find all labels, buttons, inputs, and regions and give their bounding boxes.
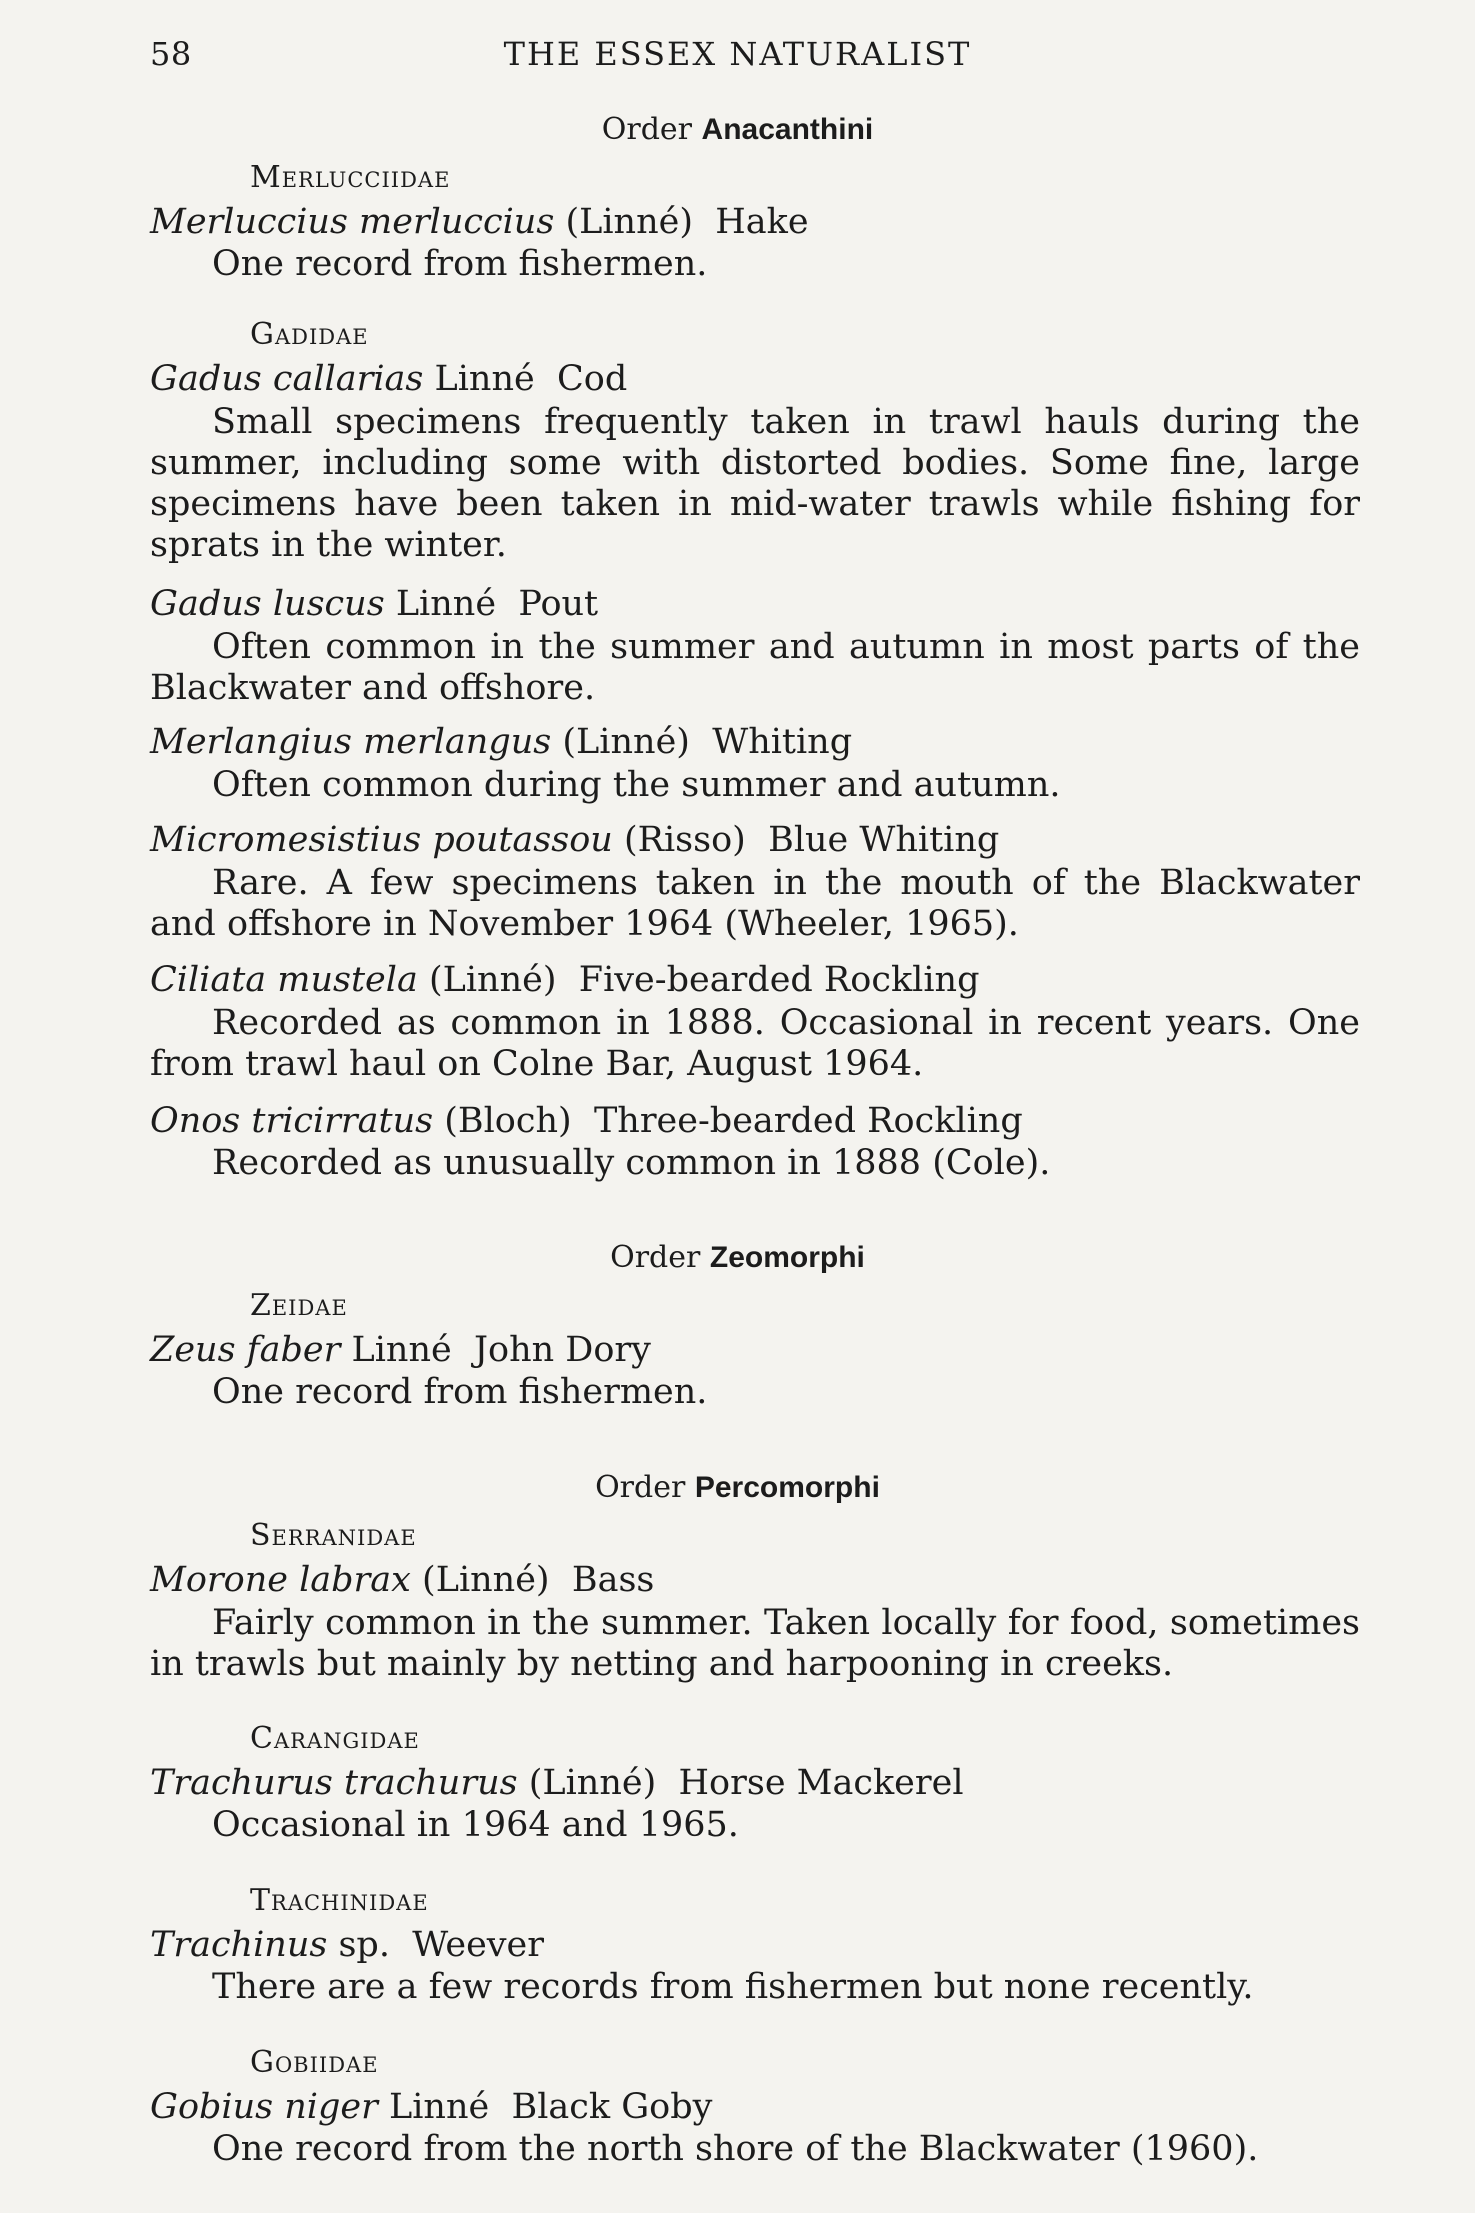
common-name: Pout	[518, 584, 599, 624]
common-name: Black Goby	[511, 2087, 713, 2127]
common-name: Bass	[571, 1560, 655, 1600]
authority: (Linné)	[428, 960, 557, 1000]
species-note: Occasional in 1964 and 1965.	[212, 1805, 739, 1845]
species-heading	[150, 1925, 544, 1965]
species-note: Small specimens frequently taken in trawl hauls during the summer, including some with distorted bodies. Some fine, large specimens have been taken in mid-water trawls while fishing for sprats in the winter.	[150, 402, 1360, 565]
family-heading: Zeidae	[250, 1288, 348, 1323]
scientific-name: Merlangius merlangus	[150, 722, 552, 762]
authority: (Risso)	[623, 820, 746, 860]
order-heading	[0, 1240, 1475, 1275]
order-prefix: Order	[595, 1470, 686, 1505]
common-name: Weever	[412, 1925, 544, 1965]
order-prefix: Order	[601, 112, 692, 147]
common-name: Cod	[556, 359, 628, 399]
scientific-name: Zeus faber	[150, 1330, 341, 1370]
scientific-name: Onos tricirratus	[150, 1101, 434, 1141]
family-heading: Serranidae	[250, 1518, 417, 1553]
common-name: Hake	[715, 202, 809, 242]
scientific-name: Trachinus	[150, 1925, 328, 1965]
family-heading: Carangidae	[250, 1721, 420, 1756]
common-name: Whiting	[712, 722, 853, 762]
species-heading	[150, 1763, 964, 1803]
family-heading: Merlucciidae	[250, 160, 451, 195]
species-note: One record from the north shore of the Blackwater (1960).	[212, 2129, 1259, 2169]
common-name: Blue Whiting	[768, 820, 1000, 860]
authority: Linné	[388, 2087, 490, 2127]
scientific-name: Gobius niger	[150, 2087, 378, 2127]
species-note: One record from fishermen.	[212, 1372, 708, 1412]
species-note: Often common in the summer and autumn in most parts of the Blackwater and offshore.	[150, 627, 1360, 708]
scientific-name: Gadus callarias	[150, 359, 424, 399]
running-title: THE ESSEX NATURALIST	[503, 35, 972, 73]
scientific-name: Gadus luscus	[150, 584, 385, 624]
scientific-name: Micromesistius poutassou	[150, 820, 613, 860]
species-heading	[150, 202, 809, 242]
species-note: Recorded as common in 1888. Occasional in recent years. One from trawl haul on Colne Bar, August 1964.	[150, 1003, 1360, 1084]
species-heading	[150, 359, 627, 399]
authority: (Linné)	[422, 1560, 550, 1600]
order-name: Percomorphi	[694, 1471, 880, 1504]
page-number: 58	[150, 35, 192, 73]
authority: Linné	[395, 584, 497, 624]
order-name: Zeomorphi	[709, 1241, 865, 1274]
authority: Linné	[351, 1330, 452, 1370]
scientific-name: Ciliata mustela	[150, 960, 418, 1000]
species-note: One record from fishermen.	[212, 244, 708, 284]
family-heading: Trachinidae	[250, 1883, 429, 1918]
common-name: Horse Mackerel	[678, 1763, 964, 1803]
authority: (Linné)	[562, 722, 690, 762]
species-heading	[150, 2087, 712, 2127]
authority: Linné	[434, 359, 535, 399]
species-heading	[150, 1101, 1023, 1141]
species-note: There are a few records from fishermen but none recently.	[212, 1967, 1254, 2007]
authority: sp.	[338, 1925, 390, 1965]
scientific-name: Trachurus trachurus	[150, 1763, 518, 1803]
family-heading: Gadidae	[250, 317, 369, 352]
species-heading	[150, 960, 980, 1000]
common-name: John Dory	[473, 1330, 651, 1370]
species-note: Rare. A few specimens taken in the mouth of the Blackwater and offshore in November 1964 (Wheeler, 1965).	[150, 863, 1360, 944]
species-heading	[150, 820, 999, 860]
species-note: Recorded as unusually common in 1888 (Cole).	[212, 1143, 1051, 1183]
order-prefix: Order	[610, 1240, 701, 1275]
species-heading	[150, 1560, 654, 1600]
authority: (Bloch)	[444, 1101, 572, 1141]
order-name: Anacanthini	[701, 113, 874, 146]
family-heading: Gobiidae	[250, 2045, 379, 2080]
authority: (Linné)	[528, 1763, 657, 1803]
species-heading	[150, 584, 598, 624]
common-name: Three-bearded Rockling	[593, 1101, 1023, 1141]
scientific-name: Morone labrax	[150, 1560, 411, 1600]
authority: (Linné)	[565, 202, 693, 242]
species-heading	[150, 722, 852, 762]
species-heading	[150, 1330, 651, 1370]
common-name: Five-bearded Rockling	[578, 960, 980, 1000]
species-note: Often common during the summer and autumn.	[212, 765, 1061, 805]
scientific-name: Merluccius merluccius	[150, 202, 555, 242]
order-heading	[0, 112, 1475, 147]
order-heading	[0, 1470, 1475, 1505]
species-note: Fairly common in the summer. Taken locally for food, sometimes in trawls but mainly by netting and harpooning in creeks.	[150, 1603, 1360, 1684]
